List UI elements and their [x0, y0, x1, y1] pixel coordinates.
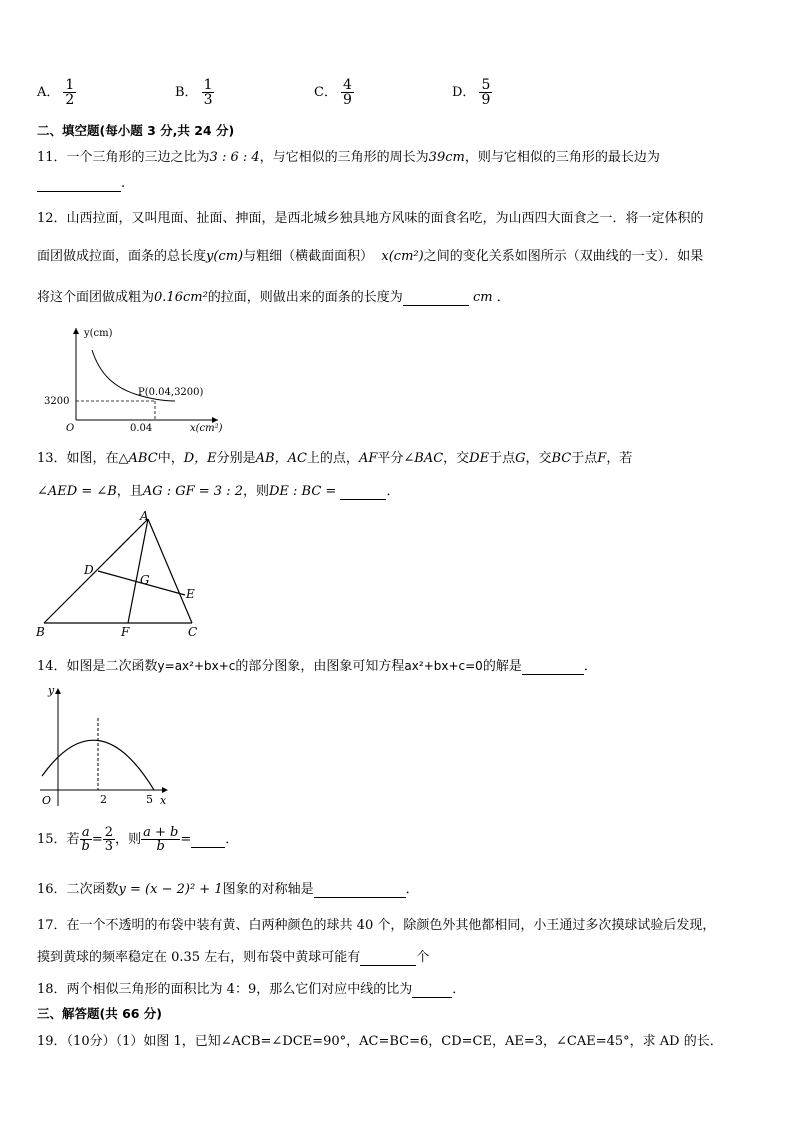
option-d [452, 78, 492, 107]
q13-g: G [515, 451, 526, 466]
fig13-side-ab [44, 519, 148, 623]
fig12-y-arrow [73, 328, 79, 334]
q13-ab-ac: AB，AC [255, 451, 307, 466]
section-title-fill-in: 二、填空题(每小题 3 分,共 24 分) [37, 123, 235, 138]
question-15 [37, 826, 238, 853]
q11-perimeter: 39cm [428, 150, 465, 165]
fig12-x-label: x(cm²) [190, 423, 223, 434]
q13-de: DE [469, 451, 490, 466]
q13-bc: BC [551, 451, 572, 466]
option-d-fraction: $\frac{5}{9}$ [481, 77, 491, 108]
q13-t8: ，交 [525, 451, 552, 466]
question-19: 19．（10分）（1）如图 1，已知∠ACB=∠DCE=90°，AC=BC=6，CD=CE，AE=3，∠CAE=45°，求 AD 的长． [37, 1034, 723, 1049]
q15-label: 15．若 [37, 832, 80, 847]
fig12-point-label: P(0.04,3200) [138, 387, 204, 398]
fig14-tick-5: 5 [146, 793, 153, 806]
q14-end: ． [583, 659, 597, 674]
q13-ratio: AG : GF = 3 : 2 [142, 484, 243, 499]
q13-t12: ，则 [242, 484, 269, 499]
q13-t11: ，且 [116, 484, 143, 499]
q12-end: ． [496, 290, 510, 305]
q13-ask: DE : BC = [269, 484, 337, 499]
q15-eq1: = [91, 832, 103, 847]
fig14-origin: O [42, 794, 52, 807]
q16-answer-blank[interactable] [314, 882, 406, 898]
question-16 [37, 878, 419, 898]
q13-t6: ，交 [443, 451, 470, 466]
q14-t1: 14．如图是二次函数 [37, 659, 158, 674]
q12-text-d: 将这个面团做成粗为 [37, 290, 155, 305]
fig13-side-ac [148, 519, 192, 623]
fig12-y-label: y(cm) [84, 328, 113, 339]
option-c-label: C． [314, 85, 337, 100]
q15-fraction-2-3 [103, 826, 115, 853]
question-12-line-1: 12．山西拉面，又叫甩面、扯面、抻面，是西北城乡独具地方风味的面食名吃，为山西四大面食之一．将一定体积的 [37, 211, 704, 226]
fig12-x-tick: 0.04 [130, 423, 153, 434]
q16-t1: 16．二次函数 [37, 882, 119, 897]
section-title-solve: 三、解答题(共 66 分) [37, 1006, 163, 1021]
q12-y-var: y(cm) [206, 249, 244, 264]
fig12-y-tick: 3200 [44, 396, 70, 407]
q14-answer-blank[interactable] [522, 659, 584, 675]
q15-fraction-sum [141, 826, 180, 853]
question-13-line-2 [37, 480, 399, 500]
q12-text-c: 之间的变化关系如图所示（双曲线的一支）．如果 [423, 249, 704, 264]
option-a-label: A． [37, 85, 60, 100]
q11-text-b: ，与它相似的三角形的周长为 [259, 150, 429, 165]
option-c [314, 78, 354, 107]
q13-de-points: D，E [183, 451, 217, 466]
q13-angle-eq: ∠AED = ∠B [37, 484, 117, 499]
fig14-y-arrow [55, 688, 61, 694]
q12-text-a: 面团做成拉面，面条的总长度 [37, 249, 207, 264]
q15-num1: a [81, 825, 90, 840]
option-b-label: B． [175, 85, 198, 100]
question-14 [37, 655, 597, 675]
figure-12-hyperbola-graph [40, 320, 240, 435]
fig13-label-a: A [140, 509, 149, 523]
q13-t1: 13．如图，在 [37, 451, 119, 466]
q18-end: ． [452, 982, 466, 997]
q13-t3: 分别是 [216, 451, 256, 466]
q17-answer-blank[interactable] [360, 950, 416, 966]
question-11 [37, 146, 660, 165]
q18-text: 18．两个相似三角形的面积比为 4：9，那么它们对应中线的比为 [37, 982, 413, 997]
q15-den2: 3 [104, 839, 114, 854]
q16-end: ． [405, 882, 419, 897]
q11-end: . [121, 176, 126, 191]
q15-eq2: = [180, 832, 192, 847]
q13-angle: ∠BAC [403, 451, 444, 466]
q15-fraction-a-b [80, 826, 92, 853]
q11-ratio: 3 : 6 : 4 [209, 150, 260, 165]
q15-num2: 2 [104, 825, 114, 840]
fig14-x-arrow [162, 787, 168, 793]
q12-unit: cm [472, 290, 493, 305]
q13-answer-blank[interactable] [340, 484, 386, 500]
q16-t2: 图象的对称轴是 [222, 882, 314, 897]
q13-t2: 中， [157, 451, 184, 466]
q13-triangle: △ABC [118, 451, 158, 466]
q17-t1: 摸到黄球的频率稳定在 0.35 左右，则布袋中黄球可能有 [37, 950, 361, 965]
option-b [175, 78, 214, 107]
option-d-label: D． [452, 85, 476, 100]
q15-den1: b [81, 839, 90, 854]
fig13-label-e: E [186, 587, 195, 601]
question-18 [37, 978, 465, 998]
q14-eq: ax²+bx+c=0 [404, 659, 483, 673]
fig13-label-d: D [84, 563, 94, 577]
question-13-line-1 [37, 447, 632, 466]
q12-text-b: 与粗细（横截面面积） [243, 249, 374, 264]
figure-13-triangle [30, 505, 210, 640]
option-a [37, 78, 76, 107]
q11-text-c: ，则与它相似的三角形的最长边为 [464, 150, 660, 165]
question-12-line-2 [37, 245, 703, 264]
question-17-line-1: 17．在一个不透明的布袋中装有黄、白两种颜色的球共 40 个，除颜色外其他都相同，小王通过多次摸球试验后发现， [37, 918, 716, 933]
fig14-tick-2: 2 [100, 793, 107, 806]
q12-thickness: 0.16cm² [154, 290, 208, 305]
q12-answer-blank[interactable] [403, 290, 469, 306]
q15-answer-blank[interactable] [191, 832, 225, 848]
fig14-y-label: y [48, 684, 55, 697]
option-c-fraction: $\frac{4}{9}$ [342, 77, 352, 108]
q13-t9: 于点 [571, 451, 598, 466]
q13-end: ． [386, 484, 400, 499]
q17-t2: 个 [416, 950, 430, 965]
fig13-label-b: B [36, 625, 45, 639]
q18-answer-blank[interactable] [412, 982, 452, 998]
q13-t10: ，若 [606, 451, 633, 466]
fig13-segment-af [128, 519, 148, 623]
q14-t2: 的部分图象，由图象可知方程 [235, 659, 405, 674]
q14-t3: 的解是 [482, 659, 522, 674]
option-b-fraction: $\frac{1}{3}$ [203, 77, 213, 108]
fig12-origin: O [66, 423, 75, 434]
q13-f: F [597, 451, 607, 466]
q13-t5: 平分 [377, 451, 404, 466]
q14-func: y=ax²+bx+c [157, 659, 236, 673]
q11-answer-blank[interactable] [37, 176, 121, 192]
question-17-line-2 [37, 946, 429, 966]
q13-t4: 上的点， [306, 451, 359, 466]
fig13-label-f: F [121, 625, 130, 639]
q12-text-e: 的拉面，则做出来的面条的长度为 [207, 290, 403, 305]
option-a-fraction: $\frac{1}{2}$ [65, 77, 75, 108]
question-12-line-3 [37, 286, 510, 306]
q16-func: y = (x − 2)² + 1 [118, 882, 223, 897]
q15-num3: a + b [143, 825, 179, 840]
q12-x-var: x(cm²) [381, 249, 424, 264]
q13-af: AF [358, 451, 378, 466]
figure-14-parabola-graph [34, 682, 184, 810]
q13-t7: 于点 [489, 451, 516, 466]
q11-answer-line [37, 176, 125, 192]
q15-den3: b [156, 839, 165, 854]
q15-mid: ，则 [115, 832, 142, 847]
fig13-label-g: G [140, 573, 150, 587]
q15-end: ． [225, 832, 239, 847]
fig14-x-label: x [160, 794, 167, 807]
fig13-label-c: C [188, 625, 198, 639]
q11-text-a: 11．一个三角形的三边之比为 [37, 150, 210, 165]
